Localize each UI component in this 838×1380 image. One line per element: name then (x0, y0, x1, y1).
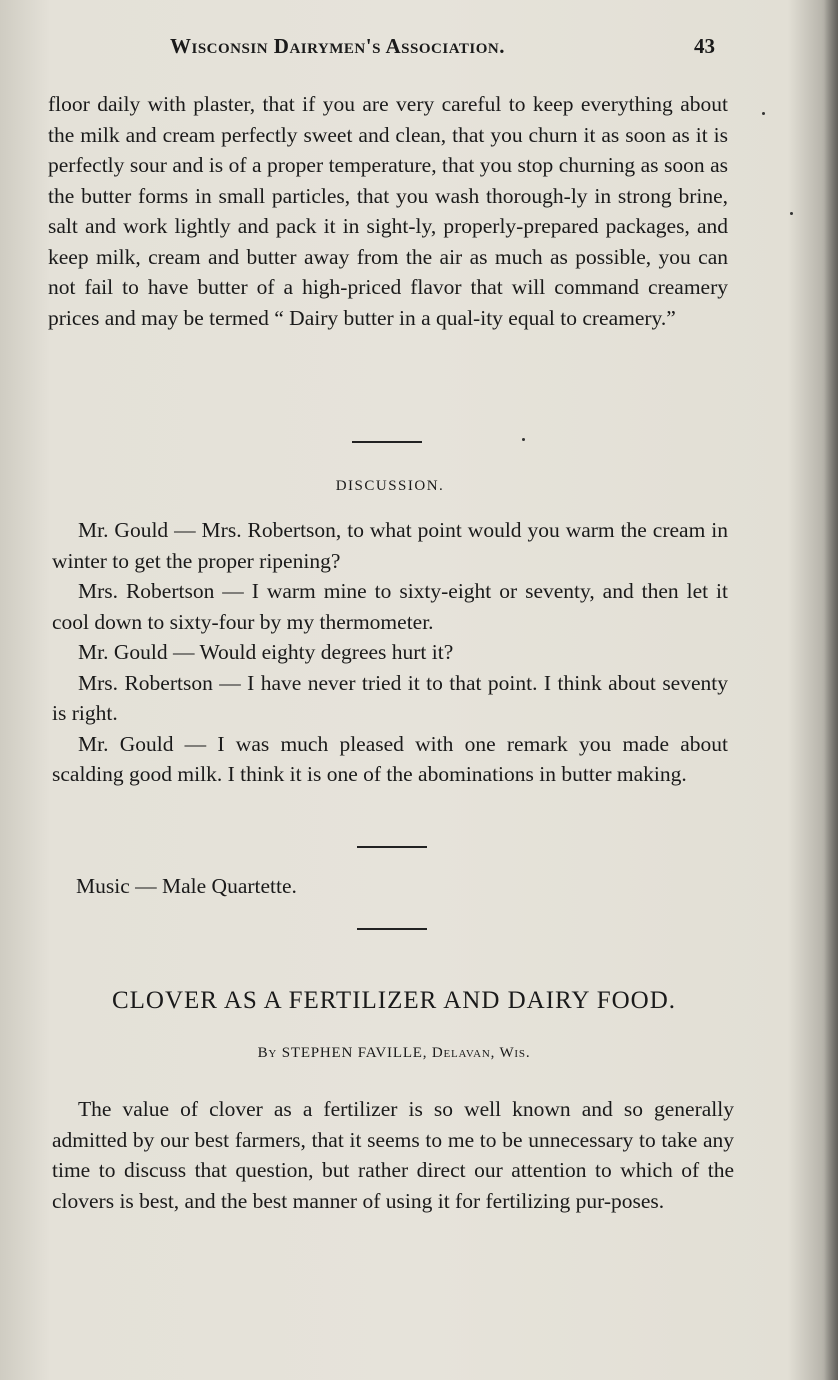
discussion-heading: DISCUSSION. (335, 478, 445, 494)
print-speck (522, 438, 525, 441)
intro-paragraph-block (48, 89, 728, 333)
discussion-body (52, 515, 728, 790)
article-title: CLOVER AS A FERTILIZER AND DAIRY FOOD. (111, 987, 677, 1014)
music-note: Music — Male Quartette. (76, 874, 297, 898)
intro-paragraph: floor daily with plaster, that if you are very careful to keep everything about the milk and cream perfectly sweet and clean, that you churn it as soon as it is perfectly sour and is of a proper temperature, that you stop churning as soon as the butter forms in small particles, that you wash thorough-ly in strong brine, salt and work lightly and pack it in sight-ly, properly-prepared packages, and keep milk, cream and butter away from the air as much as possible, you can not fail to have butter of a high-priced flavor that will command creamery prices and may be termed “ Dairy butter in a qual-ity equal to creamery.” (48, 92, 728, 330)
section-divider (357, 928, 427, 930)
article-body (52, 1094, 734, 1216)
print-speck (790, 212, 793, 215)
section-divider (352, 441, 422, 443)
article-paragraph: The value of clover as a fertilizer is so well known and so generally admitted by our best farmers, that it seems to me to be unnecessary to take any time to discuss that question, but rather direct our attention to which of the clovers is best, and the best manner of using it for fertilizing pur-poses. (52, 1097, 734, 1213)
section-divider (357, 846, 427, 848)
discussion-exchange: Mrs. Robertson — I warm mine to sixty-eight or seventy, and then let it cool down to sixty-four by my thermometer. (52, 579, 728, 634)
running-head: Wisconsin Dairymen's Association. (170, 34, 506, 58)
page-header (0, 34, 838, 64)
discussion-exchange: Mrs. Robertson — I have never tried it to that point. I think about seventy is right. (52, 670, 728, 725)
print-speck (762, 112, 765, 115)
discussion-exchange: Mr. Gould — Would eighty degrees hurt it? (78, 640, 454, 664)
page-number: 43 (694, 34, 715, 58)
discussion-exchange: Mr. Gould — Mrs. Robertson, to what point would you warm the cream in winter to get the proper ripening? (52, 518, 728, 573)
discussion-exchange: Mr. Gould — I was much pleased with one remark you made about scalding good milk. I think it is one of the abominations in butter making. (52, 731, 728, 786)
page-edge-shadow (824, 0, 838, 1380)
article-byline: By STEPHEN FAVILLE, Delavan, Wis. (257, 1045, 531, 1061)
